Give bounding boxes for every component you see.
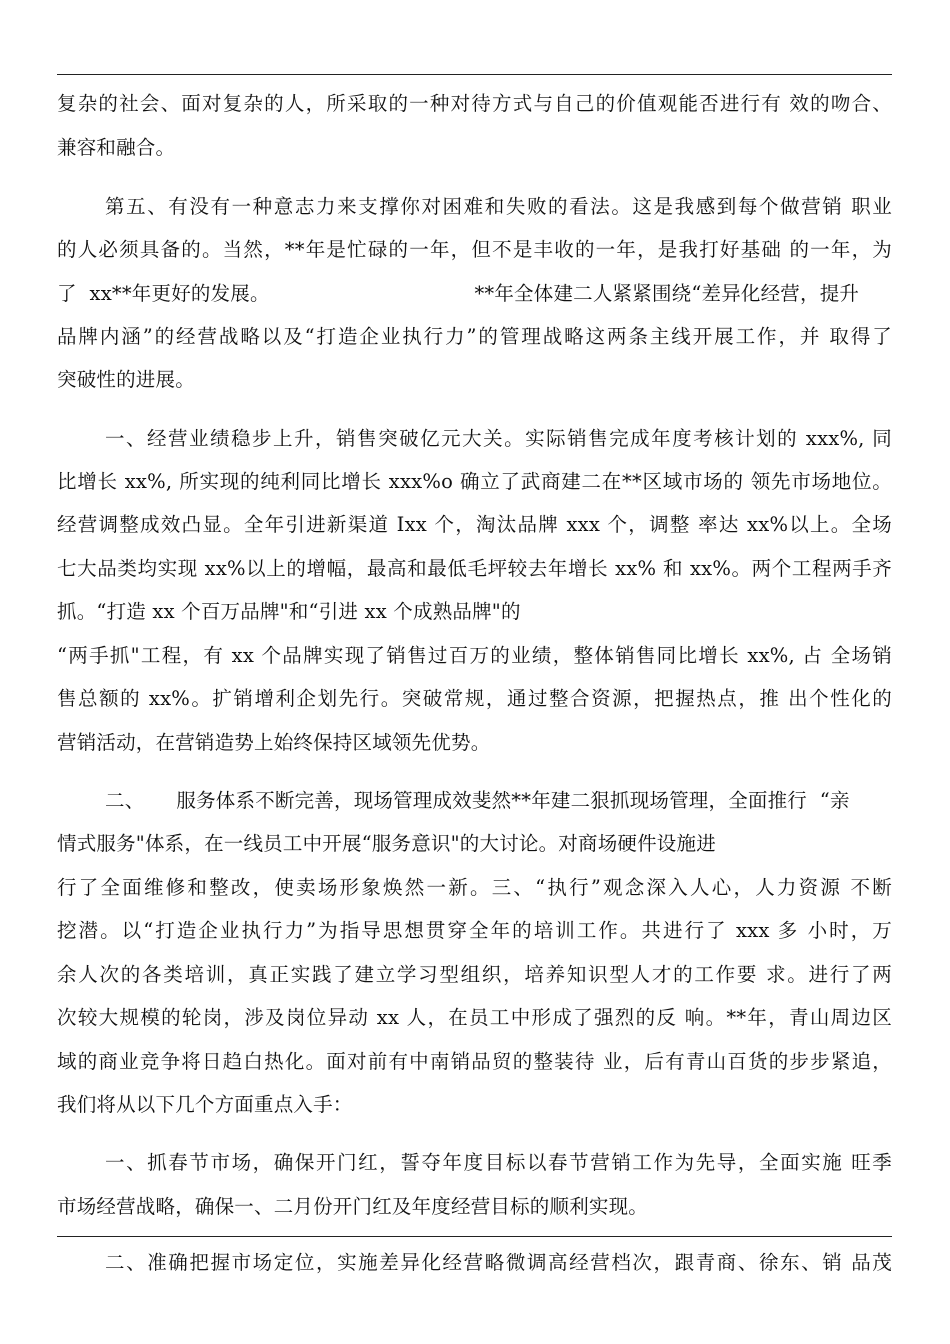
bottom-rule: [57, 1236, 892, 1237]
text-line: 的人必须具备的。当然，**年是忙碌的一年，但不是丰收的一年，是我打好基础 的一年，为: [57, 238, 892, 261]
text-line: 突破性的进展。: [57, 368, 195, 391]
text-line: 域的商业竞争将日趋白热化。面对前有中南销品贸的整装待 业，后有青山百货的步步紧追，: [57, 1050, 892, 1073]
text-line: 市场经营战略，确保一、二月份开门红及年度经营目标的顺利实现。: [57, 1195, 649, 1218]
text-line: 一、经营业绩稳步上升，销售突破亿元大关。实际销售完成年度考核计划的 xxx%, 同: [105, 427, 892, 450]
text-line: 第五、有没有一种意志力来支撑你对困难和失败的看法。这是我感到每个做营销 职业: [105, 195, 892, 218]
text-line: 经营调整成效凸显。全年引进新渠道 Ixx 个，淘汰品牌 xxx 个，调整 率达 xx%以上。全场: [57, 513, 892, 536]
text-line: 一、抓春节市场，确保开门红，誓夺年度目标以春节营销工作为先导，全面实施 旺季: [105, 1151, 892, 1174]
text-line: 售总额的 xx%。扩销增利企划先行。突破常规，通过整合资源，把握热点，推 出个性化的: [57, 687, 892, 710]
text-line: 二、 服务体系不断完善，现场管理成效斐然**年建二狠抓现场管理，全面推行 “亲: [105, 789, 850, 812]
text-line: 营销活动，在营销造势上始终保持区域领先优势。: [57, 731, 491, 754]
text-line: “两手抓"工程，有 xx 个品牌实现了销售过百万的业绩，整体销售同比增长 xx%, 占 全场销: [57, 644, 892, 667]
text-line: 兼容和融合。: [57, 136, 176, 159]
top-rule: [57, 74, 892, 75]
text-line: 二、准确把握市场定位，实施差异化经营略微调高经营档次，跟青商、徐东、销 品茂: [105, 1251, 892, 1274]
text-line: 了 xx**年更好的发展。 **年全体建二人紧紧围绕“差异化经营，提升: [57, 282, 860, 305]
text-line: 复杂的社会、面对复杂的人，所采取的一种对待方式与自己的价值观能否进行有 效的吻合、: [57, 92, 892, 115]
text-line: 行了全面维修和整改，使卖场形象焕然一新。三、“执行”观念深入人心，人力资源 不断: [57, 876, 892, 899]
text-line: 七大品类均实现 xx%以上的增幅，最高和最低毛坪较去年增长 xx% 和 xx%。两个工程两手齐: [57, 557, 892, 580]
text-line: 比增长 xx%, 所实现的纯利同比增长 xxx%o 确立了武商建二在**区域市场的 领先市场地位。: [57, 470, 892, 493]
text-line: 品牌内涵”的经营战略以及“打造企业执行力”的管理战略这两条主线开展工作，并 取得了: [57, 325, 892, 348]
text-line: 我们将从以下几个方面重点入手：: [57, 1093, 353, 1116]
text-line: 情式服务"体系，在一线员工中开展“服务意识"的大讨论。对商场硬件设施进: [57, 832, 716, 855]
text-line: 次较大规模的轮岗，涉及岗位异动 xx 人，在员工中形成了强烈的反 响。**年，青山周边区: [57, 1006, 892, 1029]
text-line: 余人次的各类培训，真正实践了建立学习型组织，培养知识型人才的工作要 求。进行了两: [57, 963, 892, 986]
text-line: 抓。“打造 xx 个百万品牌"和“引进 xx 个成熟品牌"的: [57, 600, 521, 623]
text-line: 挖潜。以“打造企业执行力”为指导思想贯穿全年的培训工作。共进行了 xxx 多 小时，万: [57, 919, 892, 942]
